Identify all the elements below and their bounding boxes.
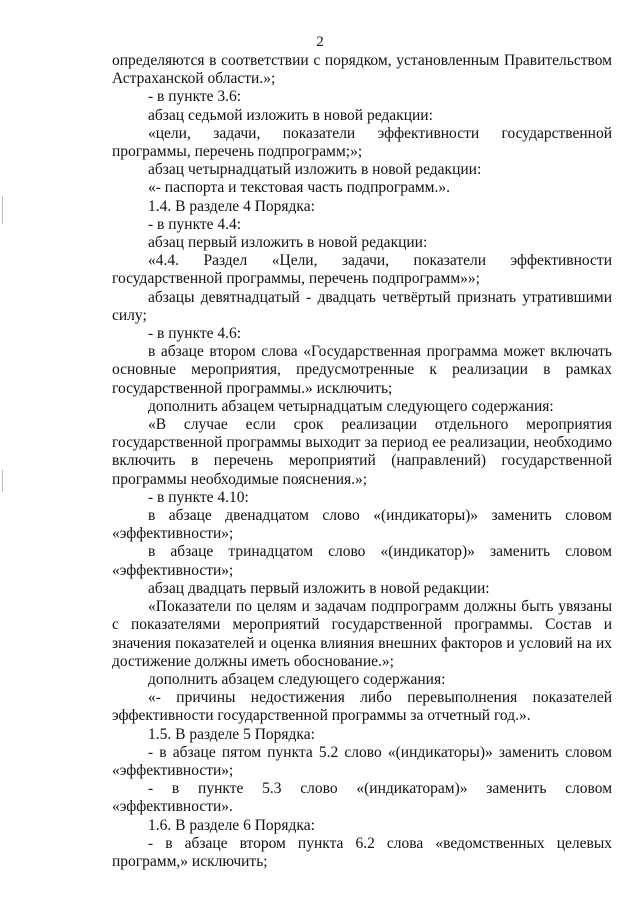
- document-body: [112, 52, 612, 871]
- paragraph: абзацы девятнадцатый - двадцать четвёртый признать утратившими силу;: [112, 288, 612, 324]
- paragraph: в абзаце втором слова «Государственная программа может включать основные мероприятия, предусмотренные к реализации в рамках государственной программы.» исключить;: [112, 343, 612, 397]
- paragraph: «4.4. Раздел «Цели, задачи, показатели эффективности государственной программы, перечень подпрограмм»»;: [112, 252, 612, 288]
- paragraph: - в пункте 5.3 слово «(индикаторам)» заменить словом «эффективности».: [112, 780, 612, 816]
- paragraph: 1.6. В разделе 6 Порядка:: [148, 816, 315, 834]
- paragraph: - в абзаце втором пункта 6.2 слова «ведомственных целевых программ,» исключить;: [112, 834, 612, 870]
- paragraph: - в пункте 4.10:: [148, 488, 249, 506]
- paragraph: «- причины недостижения либо перевыполнения показателей эффективности государственной программы за отчетный год.».: [112, 689, 612, 725]
- paragraph: дополнить абзацем следующего содержания:: [148, 670, 446, 688]
- paragraph: дополнить абзацем четырнадцатым следующего содержания:: [148, 397, 554, 415]
- paragraph: - в пункте 4.6:: [148, 325, 242, 343]
- paragraph: абзац двадцать первый изложить в новой редакции:: [148, 579, 490, 597]
- paragraph: 1.5. В разделе 5 Порядка:: [148, 725, 315, 743]
- paragraph: - в абзаце пятом пункта 5.2 слово «(индикаторы)» заменить словом «эффективности»;: [112, 743, 612, 779]
- paragraph: 1.4. В разделе 4 Порядка:: [148, 197, 315, 215]
- paragraph: в абзаце двенадцатом слово «(индикаторы)» заменить словом «эффективности»;: [112, 507, 612, 543]
- paragraph: в абзаце тринадцатом слово «(индикатор)» заменить словом «эффективности»;: [112, 543, 612, 579]
- paragraph: абзац седьмой изложить в новой редакции:: [148, 106, 433, 124]
- paragraph: - в пункте 3.6:: [148, 88, 242, 106]
- paragraph: «В случае если срок реализации отдельного мероприятия государственной программы выходит за период ее реализации, необходимо включить в перечень мероприятий (направлений) государственной программы необходимые пояснения.»;: [112, 416, 612, 488]
- scan-edge-mark: [2, 470, 3, 492]
- paragraph: «- паспорта и текстовая часть подпрограмм.».: [148, 179, 450, 197]
- paragraph: «Показатели по целям и задачам подпрограмм должны быть увязаны с показателями мероприятий государственной программы. Состав и значения показателей и оценка влияния внешних факторов и условий на их достижение должны иметь обоснование.»;: [112, 598, 612, 670]
- paragraph: определяются в соответствии с порядком, установленным Правительством Астраханской области.»;: [112, 52, 612, 88]
- paragraph: «цели, задачи, показатели эффективности государственной программы, перечень подпрограмм;»;: [112, 124, 612, 161]
- paragraph: абзац четырнадцатый изложить в новой редакции:: [148, 161, 482, 179]
- page-number: 2: [316, 34, 324, 50]
- scan-edge-mark: [2, 196, 3, 224]
- paragraph: абзац первый изложить в новой редакции:: [148, 234, 428, 252]
- paragraph: - в пункте 4.4:: [148, 215, 242, 233]
